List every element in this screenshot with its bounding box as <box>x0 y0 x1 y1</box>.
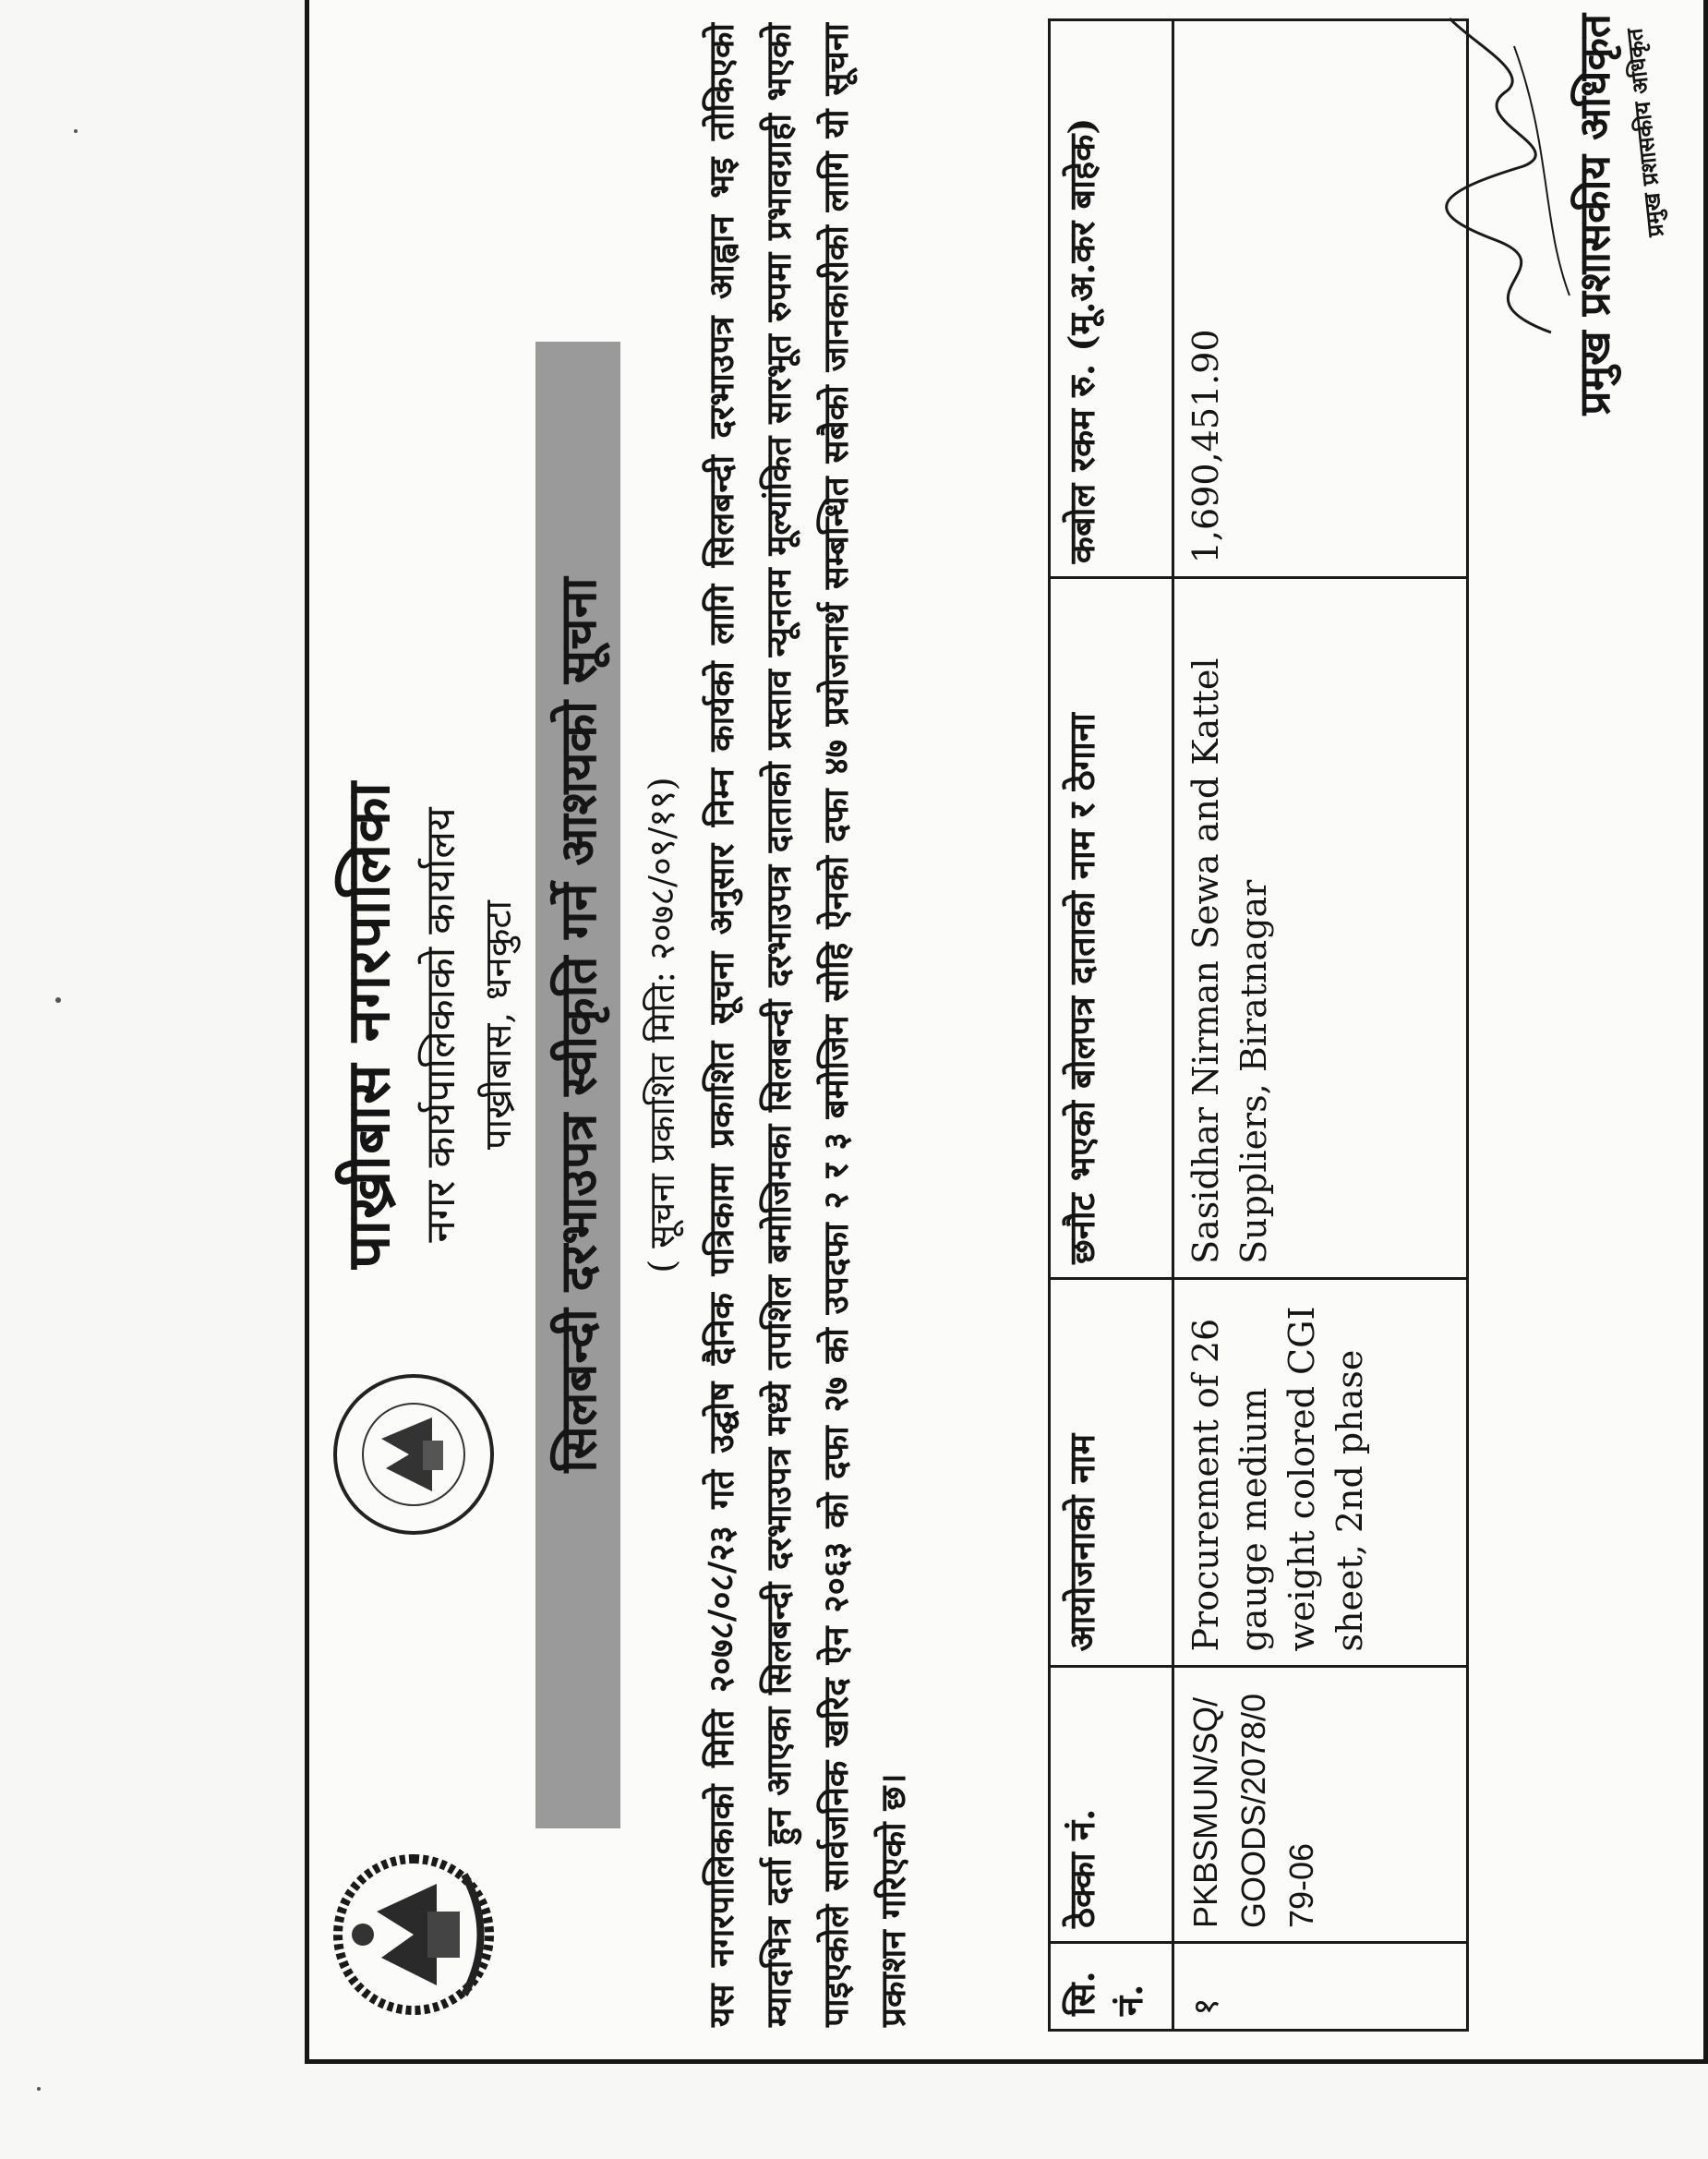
header-sn: सि. नं. <box>1050 1943 1173 2031</box>
cell-contract-no: PKBSMUN/SQ/GOODS/2078/079-06 <box>1173 1666 1468 1943</box>
cell-sn: १ <box>1173 1943 1468 2031</box>
header-amount: कबोल रकम रु. (मू.अ.कर बाहेक) <box>1050 20 1173 578</box>
scan-speck <box>55 997 61 1003</box>
scan-speck <box>74 129 78 133</box>
cell-bidder: Sasidhar Nirman Sewa and Kattel Suppliers, Biratnagar <box>1173 578 1468 1279</box>
header-project: आयोजनाको नाम <box>1050 1278 1173 1666</box>
notice-body: यस नगरपालिकाको मिति २०७८/०८/२३ गते उद्घोष दैनिक पत्रिकामा प्रकाशित सूचना अनुसार निम्न कार्यको लागि सिलबन्दी दरभाउपत्र आह्वान भइ तोकिएको म्यादभित्र दर्ता हुन आएका सिलबन्दी दरभाउपत्र मध्ये तपशिल बमोजिमका सिलबन्दी दरभाउपत्र दाताको प्रस्ताव न्यूनतम मूल्यांकित सारभूत रुपमा प्रभावग्राही भएको पाइएकोले सार्वजनिक खरिद ऐन २०६३ को दफा २७ को उपदफा २ र ३ बमोजिम सोहि ऐनको दफा ४७ प्रयोजनार्थ सम्बन्धित सबैको जानकारीको लागि यो सूचना प्रकाशन गरिएको छ। <box>701 23 913 2027</box>
header-bidder: छनौट भएको बोलपत्र दाताको नाम र ठेगाना <box>1050 578 1173 1279</box>
officer-stamp: प्रमुख प्रशासकीय अधिकृत <box>1620 27 1669 238</box>
header-contract-no: ठेक्का नं. <box>1050 1666 1173 1943</box>
officer-title: प्रमुख प्रशासकीय अधिकृत <box>1570 14 1619 416</box>
award-table <box>1048 18 1469 2032</box>
cell-amount: 1,690,451.90 <box>1173 20 1468 578</box>
cell-project: Procurement of 26 gauge medium weight colored CGI sheet, 2nd phase <box>1173 1278 1468 1666</box>
publication-date: ( सूचना प्रकाशित मिति: २०७८/०९/१९) <box>642 777 682 1273</box>
notice-title: सिलबन्दी दरभाउपत्र स्वीकृति गर्ने आशयको सूचना <box>548 577 607 1473</box>
table-header-row <box>1050 20 1173 2031</box>
org-name: पाख्रीबास नगरपालिका <box>334 781 403 1269</box>
scan-speck <box>37 2087 41 2091</box>
office-name: नगर कार्यपालिकाको कार्यालय <box>417 807 464 1243</box>
office-address: पाख्रीबास, धनकुटा <box>477 900 520 1150</box>
notice-page <box>305 0 1708 2064</box>
notice-header <box>309 0 540 2059</box>
